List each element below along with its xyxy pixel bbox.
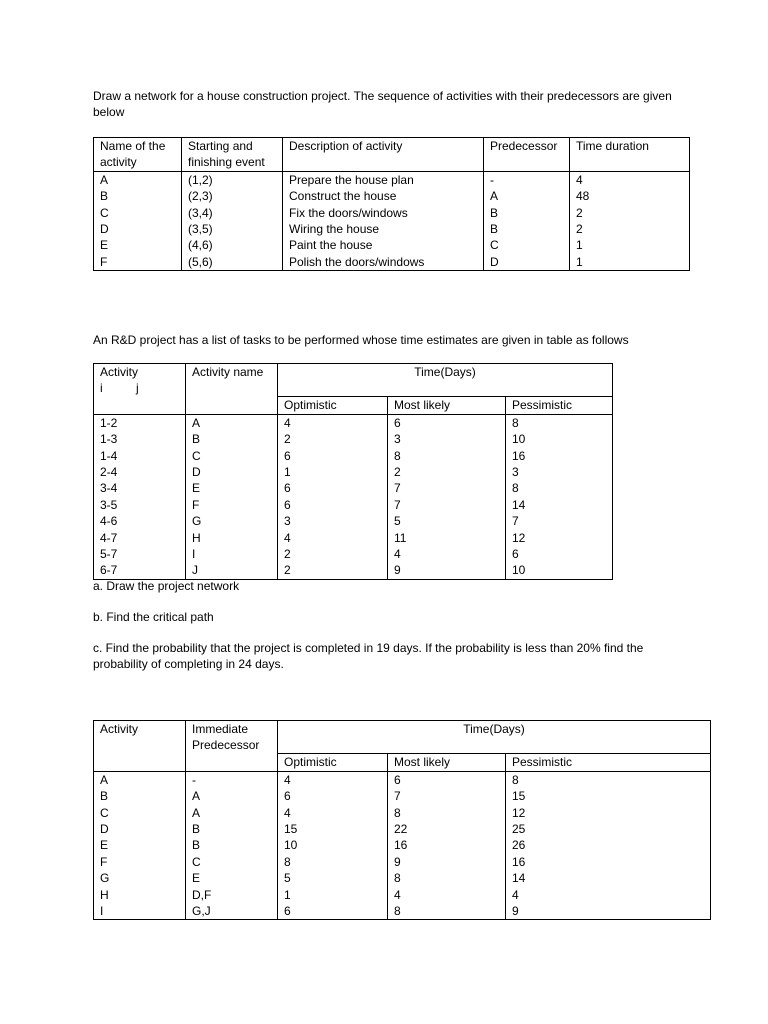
table-cell: -	[186, 771, 278, 788]
header-starting-finishing-event: Starting and finishing event	[182, 138, 283, 172]
table-cell: 6	[388, 414, 506, 431]
table-cell: 7	[388, 788, 506, 804]
subheader-optimistic: Optimistic	[278, 397, 388, 414]
table-cell: 2	[278, 562, 388, 579]
table-row	[94, 837, 711, 853]
table-header-row	[94, 138, 690, 172]
header-time-days: Time(Days)	[278, 364, 613, 397]
table-cell: E	[94, 237, 182, 253]
table-cell: A	[484, 188, 570, 204]
table-cell: A	[94, 771, 186, 788]
subheader-blank	[186, 397, 278, 414]
header-ij-label: i j	[100, 381, 139, 396]
table-cell: A	[94, 171, 182, 188]
table-cell: 7	[388, 480, 506, 496]
table-cell: D	[484, 254, 570, 271]
table-row	[94, 788, 711, 804]
table-cell: F	[94, 254, 182, 271]
table-row	[94, 221, 690, 237]
header-activity-ij	[94, 364, 186, 397]
table-row	[94, 464, 613, 480]
table-header-row	[94, 364, 613, 397]
table-cell: 8	[388, 870, 506, 886]
table-cell: -	[484, 171, 570, 188]
table-cell: E	[186, 480, 278, 496]
table-row	[94, 237, 690, 253]
header-name-of-activity: Name of the activity	[94, 138, 182, 172]
table-cell: 3-4	[94, 480, 186, 496]
table-row	[94, 771, 711, 788]
table-row	[94, 562, 613, 579]
table-cell: 6-7	[94, 562, 186, 579]
table-cell: Prepare the house plan	[283, 171, 484, 188]
table-cell: Polish the doors/windows	[283, 254, 484, 271]
table-cell: 4	[278, 805, 388, 821]
table-cell: (1,2)	[182, 171, 283, 188]
table-cell: 8	[278, 854, 388, 870]
table-cell: B	[94, 788, 186, 804]
table-cell: D	[94, 221, 182, 237]
header-activity: Activity	[94, 721, 186, 754]
table-cell: A	[186, 788, 278, 804]
table-cell: 6	[506, 546, 613, 562]
table-cell: 4-7	[94, 530, 186, 546]
header-immediate-predecessor: Immediate Predecessor	[186, 721, 278, 754]
table-cell: 8	[388, 448, 506, 464]
table-cell: 9	[506, 903, 711, 920]
table-cell: F	[186, 497, 278, 513]
table-cell: 4	[388, 887, 506, 903]
table-row	[94, 205, 690, 221]
table-cell: 2	[278, 431, 388, 447]
table-cell: 2	[388, 464, 506, 480]
subheader-blank	[186, 754, 278, 771]
table-cell: 1-3	[94, 431, 186, 447]
table-cell: 12	[506, 530, 613, 546]
table-row	[94, 821, 711, 837]
table-cell: 9	[388, 562, 506, 579]
table-cell: 11	[388, 530, 506, 546]
table-cell: 5-7	[94, 546, 186, 562]
table-row	[94, 870, 711, 886]
table-cell: G	[94, 870, 186, 886]
table-cell: 3	[388, 431, 506, 447]
table-cell: B	[484, 205, 570, 221]
table-cell: C	[94, 805, 186, 821]
table-cell: 3	[506, 464, 613, 480]
table-cell: 6	[278, 480, 388, 496]
table-cell: 1	[278, 887, 388, 903]
table-cell: 2-4	[94, 464, 186, 480]
table-cell: 1	[570, 254, 690, 271]
table-cell: E	[94, 837, 186, 853]
table-cell: B	[94, 188, 182, 204]
table-cell: D,F	[186, 887, 278, 903]
rd-project-table	[93, 363, 613, 580]
table-cell: B	[484, 221, 570, 237]
table-cell: (3,5)	[182, 221, 283, 237]
table-cell: H	[186, 530, 278, 546]
table-cell: C	[94, 205, 182, 221]
table-cell: G	[186, 513, 278, 529]
table-row	[94, 497, 613, 513]
table-cell: F	[94, 854, 186, 870]
table-cell: G,J	[186, 903, 278, 920]
table-cell: 4	[570, 171, 690, 188]
table-cell: J	[186, 562, 278, 579]
question-a: a. Draw the project network	[93, 579, 240, 593]
table-cell: 16	[506, 448, 613, 464]
table-row	[94, 903, 711, 920]
table-cell: C	[186, 854, 278, 870]
table-cell: D	[94, 821, 186, 837]
table-cell: Fix the doors/windows	[283, 205, 484, 221]
table-cell: A	[186, 414, 278, 431]
table-subheader-row	[94, 754, 711, 771]
table-cell: 2	[278, 546, 388, 562]
table-row	[94, 887, 711, 903]
table-cell: C	[186, 448, 278, 464]
table-cell: 1	[570, 237, 690, 253]
subheader-most-likely: Most likely	[388, 397, 506, 414]
table-cell: 2	[570, 221, 690, 237]
table-cell: 6	[388, 771, 506, 788]
table-cell: Construct the house	[283, 188, 484, 204]
table-cell: 7	[506, 513, 613, 529]
table-cell: (4,6)	[182, 237, 283, 253]
table-row	[94, 188, 690, 204]
table-cell: 1-4	[94, 448, 186, 464]
table-row	[94, 431, 613, 447]
table-cell: E	[186, 870, 278, 886]
table-cell: Wiring the house	[283, 221, 484, 237]
table-cell: 1-2	[94, 414, 186, 431]
table-cell: 8	[506, 480, 613, 496]
table-cell: 8	[388, 903, 506, 920]
table-cell: 3-5	[94, 497, 186, 513]
table-cell: I	[94, 903, 186, 920]
table-cell: 14	[506, 870, 711, 886]
table-cell: 6	[278, 903, 388, 920]
table-cell: 7	[388, 497, 506, 513]
intro-rd-project: An R&D project has a list of tasks to be performed whose time estimates are given in table as follows	[93, 333, 629, 347]
table-cell: D	[186, 464, 278, 480]
table-cell: H	[94, 887, 186, 903]
table-cell: 3	[278, 513, 388, 529]
table-cell: 4	[278, 414, 388, 431]
table-row	[94, 513, 613, 529]
table-cell: 15	[278, 821, 388, 837]
table-cell: 25	[506, 821, 711, 837]
intro-house-construction: Draw a network for a house construction project. The sequence of activities with their predecessors are given below	[93, 89, 672, 120]
subheader-optimistic: Optimistic	[278, 754, 388, 771]
table-cell: 6	[278, 448, 388, 464]
table-cell: 8	[506, 771, 711, 788]
subheader-pessimistic: Pessimistic	[506, 754, 711, 771]
question-c: c. Find the probability that the project is completed in 19 days. If the probability is less than 20% find the probability of completing in 24 days.	[93, 641, 644, 672]
table-cell: 12	[506, 805, 711, 821]
table-cell: 4	[388, 546, 506, 562]
table-row	[94, 546, 613, 562]
subheader-most-likely: Most likely	[388, 754, 506, 771]
table-cell: 22	[388, 821, 506, 837]
table-cell: 14	[506, 497, 613, 513]
table-cell: 10	[278, 837, 388, 853]
table-cell: 5	[278, 870, 388, 886]
table-cell: Paint the house	[283, 237, 484, 253]
table-cell: 4	[278, 771, 388, 788]
table-cell: 6	[278, 788, 388, 804]
subheader-blank	[94, 754, 186, 771]
table-cell: B	[186, 821, 278, 837]
table-cell: 26	[506, 837, 711, 853]
table-row	[94, 805, 711, 821]
table-cell: 10	[506, 562, 613, 579]
header-time-duration: Time duration	[570, 138, 690, 172]
table-cell: 6	[278, 497, 388, 513]
table-cell: (2,3)	[182, 188, 283, 204]
table-row	[94, 480, 613, 496]
table-row	[94, 530, 613, 546]
question-b: b. Find the critical path	[93, 610, 214, 624]
table-row	[94, 854, 711, 870]
house-construction-table	[93, 137, 690, 271]
table-cell: 2	[570, 205, 690, 221]
subheader-pessimistic: Pessimistic	[506, 397, 613, 414]
activity-predecessor-table	[93, 720, 711, 920]
table-cell: 10	[506, 431, 613, 447]
table-cell: 9	[388, 854, 506, 870]
header-activity-label: Activity	[100, 365, 139, 379]
table-row	[94, 171, 690, 188]
header-predecessor: Predecessor	[484, 138, 570, 172]
table-cell: 15	[506, 788, 711, 804]
table-row	[94, 254, 690, 271]
table-header-row	[94, 721, 711, 754]
table-cell: I	[186, 546, 278, 562]
table-cell: 48	[570, 188, 690, 204]
table-cell: A	[186, 805, 278, 821]
subheader-blank	[94, 397, 186, 414]
table-cell: 16	[388, 837, 506, 853]
table-subheader-row	[94, 397, 613, 414]
table-cell: 8	[506, 414, 613, 431]
table-cell: B	[186, 837, 278, 853]
table-cell: 4	[278, 530, 388, 546]
table-cell: (5,6)	[182, 254, 283, 271]
header-description: Description of activity	[283, 138, 484, 172]
table-cell: 8	[388, 805, 506, 821]
table-cell: 16	[506, 854, 711, 870]
table-cell: (3,4)	[182, 205, 283, 221]
table-cell: 4-6	[94, 513, 186, 529]
header-time-days: Time(Days)	[278, 721, 711, 754]
table-cell: 4	[506, 887, 711, 903]
header-activity-name: Activity name	[186, 364, 278, 397]
table-row	[94, 448, 613, 464]
table-row	[94, 414, 613, 431]
table-cell: B	[186, 431, 278, 447]
table-cell: 5	[388, 513, 506, 529]
table-cell: 1	[278, 464, 388, 480]
table-cell: C	[484, 237, 570, 253]
